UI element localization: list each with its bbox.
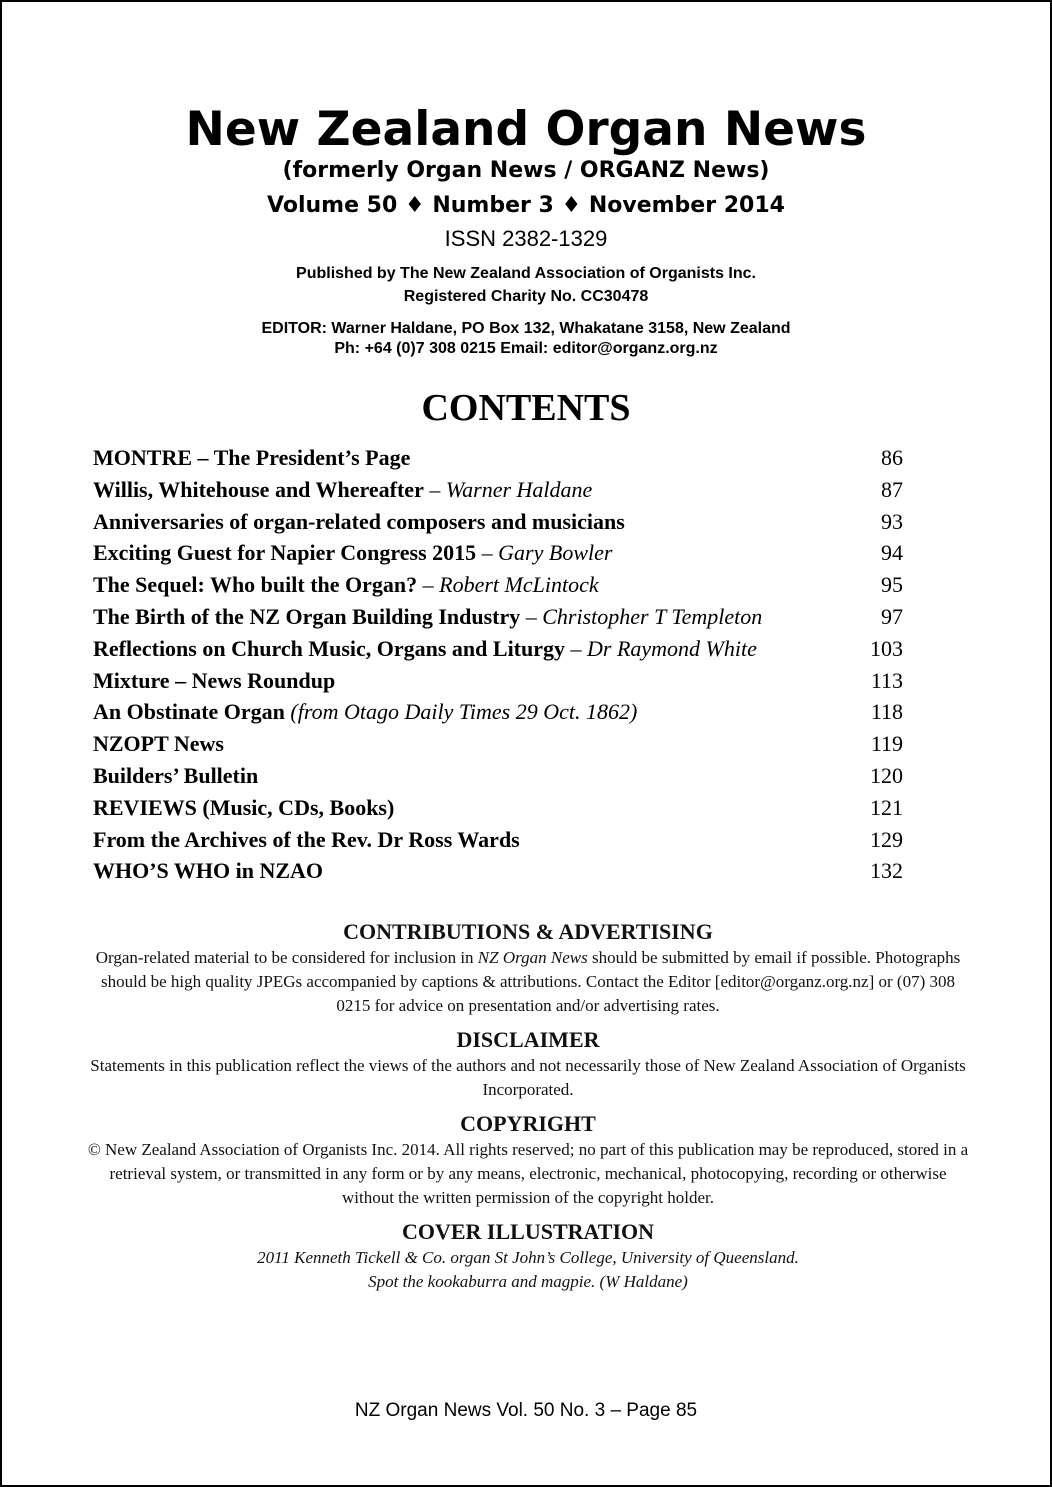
toc-entry-page: 94 bbox=[881, 540, 903, 566]
editor-block bbox=[2, 319, 1050, 359]
toc-entry-author: – Christopher T Templeton bbox=[520, 603, 763, 629]
toc-entry-title: REVIEWS (Music, CDs, Books) bbox=[93, 794, 395, 820]
publisher-line: Published by The New Zealand Association of Organists Inc. bbox=[296, 265, 756, 282]
cover-heading: COVER ILLUSTRATION bbox=[401, 1219, 655, 1244]
toc-entry-page: 95 bbox=[881, 572, 903, 598]
toc-entry-title: WHO’S WHO in NZAO bbox=[93, 858, 324, 884]
issn: ISSN 2382-1329 bbox=[444, 226, 608, 251]
toc-entry bbox=[93, 633, 903, 665]
toc-entry-title: Willis, Whitehouse and Whereafter bbox=[93, 476, 424, 502]
toc-entry-author: (from Otago Daily Times 29 Oct. 1862) bbox=[284, 699, 638, 725]
toc-entry bbox=[93, 760, 903, 792]
toc-entry bbox=[93, 696, 903, 728]
contributions-heading: CONTRIBUTIONS & ADVERTISING bbox=[343, 919, 713, 944]
toc-entry-author: – Gary Bowler bbox=[476, 540, 613, 566]
toc-entry-title: MONTRE – The President’s Page bbox=[93, 445, 411, 470]
info-sections bbox=[82, 918, 974, 1302]
toc-entry bbox=[93, 665, 903, 697]
toc-entry-title: Reflections on Church Music, Organs and Liturgy bbox=[93, 635, 566, 661]
publication-title: New Zealand Organ News bbox=[185, 102, 867, 157]
contents-heading: CONTENTS bbox=[421, 387, 631, 429]
editor-line: EDITOR: Warner Haldane, PO Box 132, Whakatane 3158, New Zealand bbox=[261, 320, 791, 337]
toc-entry-page: 118 bbox=[870, 699, 903, 725]
toc-entry-page: 120 bbox=[870, 762, 903, 788]
toc-entry bbox=[93, 792, 903, 824]
toc-entry-page: 87 bbox=[881, 476, 903, 502]
cover-text: 2011 Kenneth Tickell & Co. organ St John’s College, University of Queensland. Spot the kookaburra and magpie. (W Haldane) bbox=[257, 1248, 799, 1291]
charity-line: Registered Charity No. CC30478 bbox=[403, 288, 649, 305]
toc-entry-author: – Warner Haldane bbox=[423, 476, 593, 502]
toc-entry-title: NZOPT News bbox=[93, 731, 224, 757]
toc-entry bbox=[93, 569, 903, 601]
toc-entry-page: 119 bbox=[870, 731, 903, 757]
toc-entry bbox=[93, 855, 903, 887]
toc-entry-page: 121 bbox=[870, 794, 903, 820]
toc-entry bbox=[93, 601, 903, 633]
toc-entry-title: Exciting Guest for Napier Congress 2015 bbox=[93, 540, 477, 566]
toc-entry-author: – Robert McLintock bbox=[417, 572, 599, 598]
toc-entry-page: 86 bbox=[881, 445, 903, 470]
copyright-heading: COPYRIGHT bbox=[460, 1111, 596, 1136]
toc-entry-page: 113 bbox=[870, 667, 903, 693]
publication-name: NZ Organ News bbox=[477, 948, 588, 967]
table-of-contents bbox=[93, 442, 903, 887]
toc-entry-title: Mixture – News Roundup bbox=[93, 667, 336, 693]
contact-line: Ph: +64 (0)7 308 0215 Email: editor@organz.org.nz bbox=[334, 340, 718, 357]
disclaimer-text: Statements in this publication reflect the views of the authors and not necessarily those of New Zealand Association of Organists Incorporated. bbox=[90, 1056, 966, 1099]
volume-issue-line: Volume 50 ♦ Number 3 ♦ November 2014 bbox=[267, 193, 785, 218]
disclaimer-heading: DISCLAIMER bbox=[456, 1027, 600, 1052]
toc-entry-title: The Birth of the NZ Organ Building Industry bbox=[93, 603, 521, 629]
page-footer: NZ Organ News Vol. 50 No. 3 – Page 85 bbox=[354, 1400, 698, 1421]
toc-entry-page: 103 bbox=[870, 635, 903, 661]
toc-entry-title: Builders’ Bulletin bbox=[93, 762, 259, 788]
toc-entry bbox=[93, 474, 903, 506]
toc-entry-title: The Sequel: Who built the Organ? bbox=[93, 572, 418, 598]
copyright-text: © New Zealand Association of Organists Inc. 2014. All rights reserved; no part of this publication may be reproduced, stored in a retrieval system, or transmitted in any form or by any means, electronic, mechanical, photocopying, recording or otherwise without the written permission of the copyright holder. bbox=[87, 1140, 969, 1207]
toc-entry-page: 97 bbox=[881, 603, 903, 629]
toc-entry bbox=[93, 824, 903, 856]
toc-entry-page: 93 bbox=[881, 508, 903, 534]
toc-entry-title: An Obstinate Organ bbox=[93, 699, 285, 725]
toc-entry bbox=[93, 728, 903, 760]
publisher-block bbox=[2, 262, 1050, 308]
toc-entry-title: From the Archives of the Rev. Dr Ross Wards bbox=[93, 826, 520, 852]
toc-entry bbox=[93, 442, 903, 474]
toc-entry-author: – Dr Raymond White bbox=[565, 635, 757, 661]
toc-entry bbox=[93, 506, 903, 538]
former-names: (formerly Organ News / ORGANZ News) bbox=[282, 158, 770, 183]
contributions-text: Organ-related material to be considered for inclusion in NZ Organ News should be submitted by email if possible. Photographs should be high quality JPEGs accompanied by captions & attributions. Contact the Editor [editor@organz.org.nz] or (07) 308 0215 for advice on presentation and/or advertising rates. bbox=[95, 948, 961, 1015]
toc-entry-page: 129 bbox=[870, 826, 903, 852]
toc-entry-title: Anniversaries of organ-related composers and musicians bbox=[93, 508, 625, 534]
toc-entry bbox=[93, 537, 903, 569]
toc-entry-page: 132 bbox=[870, 858, 903, 884]
